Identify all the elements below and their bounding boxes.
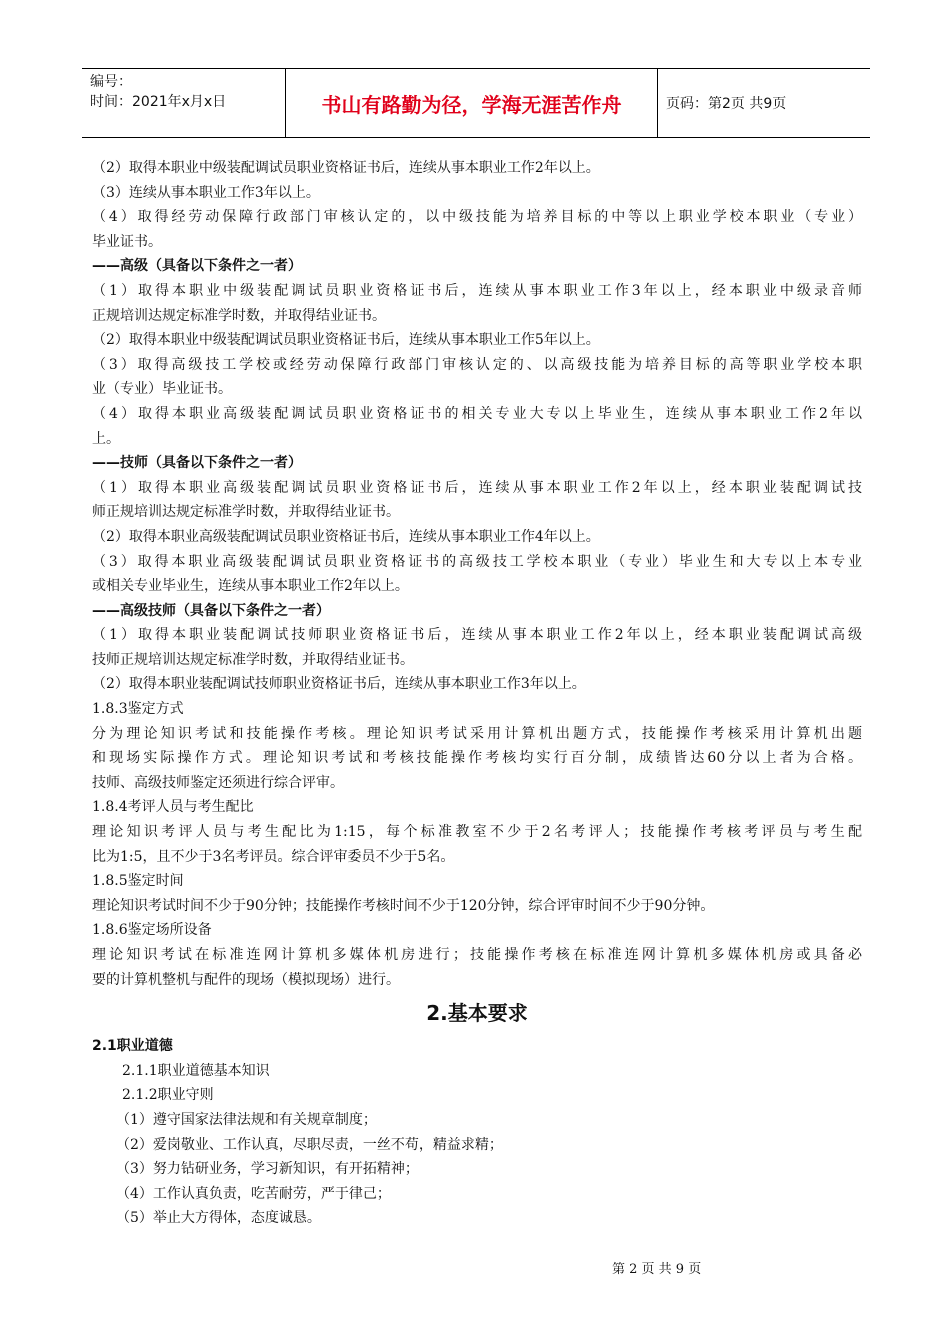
- subsection-heading-2-1-1: 2.1.1职业道德基本知识: [122, 1062, 270, 1079]
- text-line: 业（专业）毕业证书。: [92, 381, 232, 398]
- text-line: （4）取得本职业高级装配调试员职业资格证书的相关专业大专以上毕业生，连续从事本职业工作2年以: [92, 405, 862, 422]
- text-line: （3）连续从事本职业工作3年以上。: [92, 184, 320, 201]
- section-heading-1-8-3: 1.8.3鉴定方式: [92, 701, 184, 718]
- text-line: 理论知识考试时间不少于90分钟；技能操作考核时间不少于120分钟，综合评审时间不少于90分钟。: [92, 897, 715, 914]
- subsection-heading-2-1: 2.1职业道德: [92, 1038, 173, 1055]
- section-heading-1-8-6: 1.8.6鉴定场所设备: [92, 922, 212, 939]
- text-line: （2）取得本职业装配调试技师职业资格证书后，连续从事本职业工作3年以上。: [92, 676, 586, 693]
- list-item: （5）举止大方得体，态度诚恳。: [116, 1210, 321, 1227]
- text-line: 技师、高级技师鉴定还须进行综合评审。: [92, 774, 344, 791]
- list-item: （2）爱岗敬业、工作认真，尽职尽责，一丝不苟，精益求精；: [116, 1136, 503, 1153]
- text-line: 毕业证书。: [92, 233, 162, 250]
- text-line: 要的计算机整机与配件的现场（模拟现场）进行。: [92, 971, 400, 988]
- text-line: （2）取得本职业中级装配调试员职业资格证书后，连续从事本职业工作5年以上。: [92, 332, 600, 349]
- text-line: （4）取得经劳动保障行政部门审核认定的，以中级技能为培养目标的中等以上职业学校本职业（专业）: [92, 209, 862, 226]
- subheading-advanced: ——高级（具备以下条件之一者）: [92, 258, 302, 275]
- text-line: （2）取得本职业高级装配调试员职业资格证书后，连续从事本职业工作4年以上。: [92, 528, 600, 545]
- text-line: 技师正规培训达规定标准学时数，并取得结业证书。: [92, 651, 414, 668]
- subheading-technician: ——技师（具备以下条件之一者）: [92, 455, 302, 472]
- text-line: （3）取得本职业高级装配调试员职业资格证书的高级技工学校本职业（专业）毕业生和大专以上本专业: [92, 553, 862, 570]
- doc-date-label: 时间：2021年x月x日: [90, 94, 227, 110]
- text-line: 比为1:5，且不少于3名考评员。综合评审委员不少于5名。: [92, 848, 455, 865]
- text-line: 或相关专业毕业生，连续从事本职业工作2年以上。: [92, 578, 409, 595]
- text-line: 理论知识考试在标准连网计算机多媒体机房进行；技能操作考核在标准连网计算机多媒体机房或具备必: [92, 947, 862, 963]
- text-line: （1）取得本职业中级装配调试员职业资格证书后，连续从事本职业工作3年以上，经本职业中级录音师: [92, 282, 862, 299]
- text-line: 理论知识考评人员与考生配比为1:15，每个标准教室不少于2名考评人；技能操作考核考评员与考生配: [92, 824, 862, 841]
- document-body: [92, 156, 862, 1231]
- text-line: 上。: [92, 430, 120, 447]
- section-heading-1-8-4: 1.8.4考评人员与考生配比: [92, 799, 254, 816]
- subheading-senior-technician: ——高级技师（具备以下条件之一者）: [92, 602, 330, 619]
- list-item: （4）工作认真负责，吃苦耐劳，严于律己；: [116, 1185, 391, 1202]
- text-line: （1）取得本职业装配调试技师职业资格证书后，连续从事本职业工作2年以上，经本职业装配调试高级: [92, 627, 862, 644]
- text-line: 和现场实际操作方式。理论知识考试和考核技能操作考核均实行百分制，成绩皆达60分以上者为合格。: [92, 750, 862, 767]
- doc-number-label: 编号：: [90, 74, 132, 90]
- section-title-basic-requirements: 2.基本要求: [426, 1001, 528, 1026]
- section-heading-1-8-5: 1.8.5鉴定时间: [92, 873, 184, 890]
- header-meta: [82, 69, 286, 137]
- text-line: （2）取得本职业中级装配调试员职业资格证书后，连续从事本职业工作2年以上。: [92, 160, 600, 176]
- text-line: 分为理论知识考试和技能操作考核。理论知识考试采用计算机出题方式，技能操作考核采用计算机出题: [92, 725, 862, 742]
- header-page-info: 页码：第2页 共9页: [666, 96, 787, 112]
- text-line: （3）取得高级技工学校或经劳动保障行政部门审核认定的、以高级技能为培养目标的高等职业学校本职: [92, 356, 862, 373]
- header-motto: 书山有路勤为径，学海无涯苦作舟: [286, 69, 658, 137]
- list-item: （1）遵守国家法律法规和有关规章制度；: [116, 1111, 377, 1128]
- list-item: （3）努力钻研业务，学习新知识，有开拓精神；: [116, 1161, 419, 1178]
- text-line: 师正规培训达规定标准学时数，并取得结业证书。: [92, 504, 400, 521]
- page-header: [82, 68, 870, 138]
- text-line: 正规培训达规定标准学时数，并取得结业证书。: [92, 307, 386, 324]
- subsection-heading-2-1-2: 2.1.2职业守则: [122, 1087, 214, 1104]
- page-footer: 第 2 页 共 9 页: [612, 1262, 702, 1277]
- text-line: （1）取得本职业高级装配调试员职业资格证书后，连续从事本职业工作2年以上，经本职业装配调试技: [92, 479, 862, 496]
